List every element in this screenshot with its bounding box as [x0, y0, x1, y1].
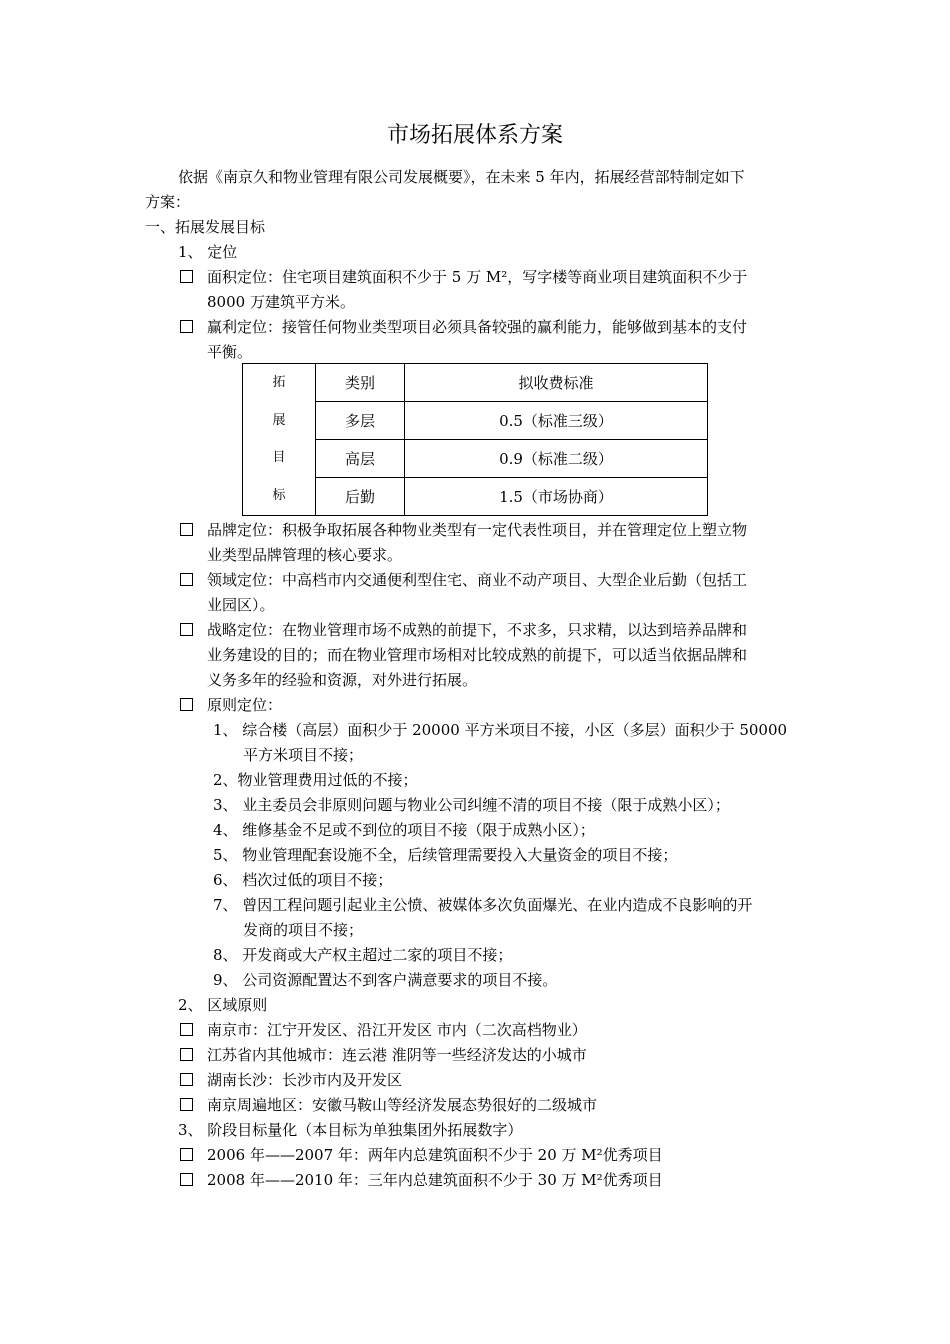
area-line-2: 8000 万建筑平方米。 [207, 293, 355, 311]
side-char: 标 [272, 487, 286, 503]
section-heading: 一、拓展发展目标 [145, 218, 266, 236]
bullet-box [180, 270, 193, 283]
principle-item: 发商的项目不接； [243, 921, 364, 939]
brand-line-1: 品牌定位：积极争取拓展各种物业类型有一定代表性项目，并在管理定位上塑立物 [207, 521, 748, 539]
principle-item: 8、 开发商或大产权主超过二家的项目不接； [213, 946, 513, 964]
stage-item: 2006 年——2007 年：两年内总建筑面积不少于 20 万 M²优秀项目 [207, 1146, 663, 1164]
table-header-fee: 拟收费标准 [405, 364, 708, 402]
bullet-box [180, 523, 193, 536]
intro-line-1: 依据《南京久和物业管理有限公司发展概要》，在未来 5 年内，拓展经营部特制定如下 [178, 168, 745, 186]
region-item: 湖南长沙：长沙市内及开发区 [207, 1071, 403, 1089]
principle-item: 平方米项目不接； [243, 746, 364, 764]
domain-line-1: 领域定位：中高档市内交通便利型住宅、商业不动产项目、大型企业后勤（包括工 [207, 571, 748, 589]
principle-item: 2、物业管理费用过低的不接； [213, 771, 418, 789]
profit-line-2: 平衡。 [207, 343, 253, 361]
table-cell: 0.9（标准二级） [405, 440, 708, 478]
stage-item: 2008 年——2010 年：三年内总建筑面积不少于 30 万 M²优秀项目 [207, 1171, 663, 1189]
table-cell: 1.5（市场协商） [405, 478, 708, 516]
side-char: 展 [272, 412, 286, 428]
table-header-category: 类别 [316, 364, 405, 402]
bullet-box [180, 1098, 193, 1111]
principle-item: 9、 公司资源配置达不到客户满意要求的项目不接。 [213, 971, 558, 989]
bullet-box [180, 320, 193, 333]
table-cell: 高层 [316, 440, 405, 478]
bullet-box [180, 1148, 193, 1161]
principle-item: 6、 档次过低的项目不接； [213, 871, 393, 889]
bullet-box [180, 573, 193, 586]
side-char: 拓 [272, 375, 286, 390]
strategy-line-2: 业务建设的目的；而在物业管理市场相对比较成熟的前提下，可以适当依据品牌和 [207, 646, 748, 664]
bullet-box [180, 1073, 193, 1086]
profit-line-1: 赢利定位：接管任何物业类型项目必须具备较强的赢利能力，能够做到基本的支付 [207, 318, 748, 336]
bullet-box [180, 1173, 193, 1186]
brand-line-2: 业类型品牌管理的核心要求。 [207, 546, 403, 564]
page-title: 市场拓展体系方案 [386, 123, 563, 148]
table-cell: 0.5（标准三级） [405, 402, 708, 440]
region-item: 江苏省内其他城市：连云港 淮阴等一些经济发达的小城市 [207, 1046, 587, 1064]
intro-line-2: 方案： [145, 193, 191, 211]
region-item: 南京周遍地区：安徽马鞍山等经济发展态势很好的二级城市 [207, 1096, 598, 1114]
principle-item: 3、 业主委员会非原则问题与物业公司纠缠不清的项目不接（限于成熟小区）； [213, 796, 730, 814]
side-char: 目 [272, 450, 286, 465]
principle-item: 4、 维修基金不足或不到位的项目不接（限于成熟小区）； [213, 821, 595, 839]
bullet-box [180, 623, 193, 636]
strategy-line-3: 义务多年的经验和资源，对外进行拓展。 [207, 671, 478, 689]
subheading-stage: 3、 阶段目标量化（本目标为单独集团外拓展数字） [178, 1121, 523, 1139]
bullet-box [180, 1048, 193, 1061]
table-cell: 多层 [316, 402, 405, 440]
table-side-label [243, 364, 316, 516]
table-cell: 后勤 [316, 478, 405, 516]
subheading-region: 2、 区域原则 [178, 996, 268, 1014]
domain-line-2: 业园区）。 [207, 596, 275, 614]
principle-item: 1、 综合楼（高层）面积少于 20000 平方米项目不接，小区（多层）面积少于 50000 [213, 721, 788, 739]
bullet-box [180, 1023, 193, 1036]
principle-item: 5、 物业管理配套设施不全，后续管理需要投入大量资金的项目不接； [213, 846, 678, 864]
area-line-1: 面积定位：住宅项目建筑面积不少于 5 万 M²，写字楼等商业项目建筑面积不少于 [207, 268, 748, 286]
bullet-box [180, 698, 193, 711]
region-item: 南京市：江宁开发区、沿江开发区 市内（二次高档物业） [207, 1021, 587, 1039]
fee-table [242, 363, 708, 516]
subheading-positioning: 1、 定位 [178, 243, 238, 261]
strategy-line-1: 战略定位：在物业管理市场不成熟的前提下，不求多，只求精，以达到培养品牌和 [207, 621, 748, 639]
principle-title: 原则定位： [207, 696, 283, 714]
principle-item: 7、 曾因工程问题引起业主公愤、被媒体多次负面爆光、在业内造成不良影响的开 [213, 896, 753, 914]
